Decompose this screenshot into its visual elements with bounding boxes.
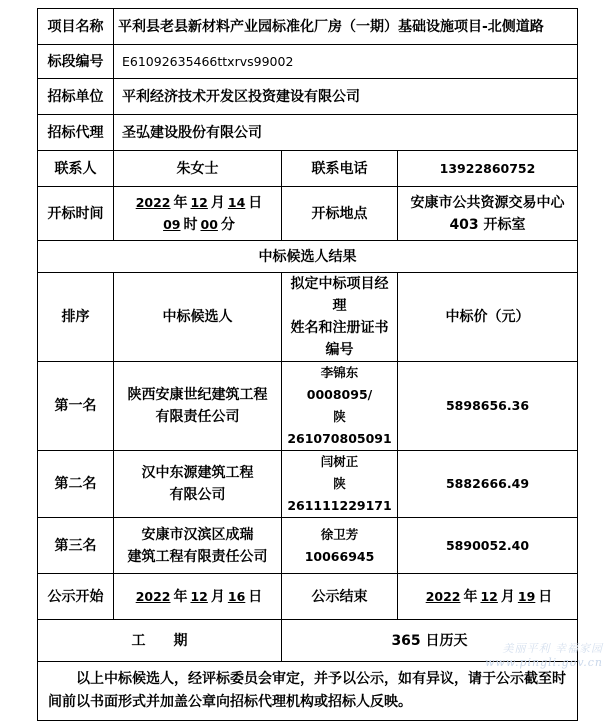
candidate-rank: 第二名 (38, 451, 114, 518)
phone-label: 联系电话 (282, 151, 398, 187)
watermark-url: www.pingli.gov.cn (485, 656, 603, 669)
header-manager: 拟定中标项目经理 姓名和注册证书编号 (282, 273, 398, 362)
watermark (485, 640, 603, 669)
candidate-price: 5882666.49 (398, 451, 578, 518)
candidate-price: 5890052.40 (398, 518, 578, 574)
project-row (38, 9, 578, 45)
opening-year: 2022 (135, 194, 171, 210)
watermark-slogan: 美丽平利 幸福家园 (502, 642, 603, 655)
agent-row (38, 115, 578, 151)
results-title: 中标候选人结果 (38, 241, 578, 273)
header-candidate: 中标候选人 (114, 273, 282, 362)
results-header-row (38, 273, 578, 362)
contact-row (38, 151, 578, 187)
publicity-start-date: 2022 年 12 月 16 日 (114, 574, 282, 620)
opening-minute: 00 (200, 216, 218, 232)
tenderer-label: 招标单位 (38, 79, 114, 115)
results-title-row (38, 241, 578, 273)
notice-row (38, 662, 578, 721)
contact-label: 联系人 (38, 151, 114, 187)
candidate-name: 陕西安康世纪建筑工程 有限责任公司 (114, 362, 282, 451)
section-code: E61092635466ttxrvs99002 (114, 45, 578, 79)
project-label: 项目名称 (38, 9, 114, 45)
opening-time: 2022 年 12 月 14 日 09 时 00 分 (114, 187, 282, 241)
publicity-start-label: 公示开始 (38, 574, 114, 620)
tenderer-name: 平利经济技术开发区投资建设有限公司 (114, 79, 578, 115)
section-label: 标段编号 (38, 45, 114, 79)
opening-row (38, 187, 578, 241)
opening-hour: 09 (163, 216, 181, 232)
bid-result-table (37, 8, 578, 721)
place-label: 开标地点 (282, 187, 398, 241)
opening-label: 开标时间 (38, 187, 114, 241)
candidate-name: 汉中东源建筑工程 有限公司 (114, 451, 282, 518)
header-price: 中标价（元） (398, 273, 578, 362)
agent-label: 招标代理 (38, 115, 114, 151)
contact-phone: 13922860752 (398, 151, 578, 187)
project-name: 平利县老县新材料产业园标准化厂房（一期）基础设施项目-北侧道路 (114, 9, 578, 45)
candidate-rank: 第三名 (38, 518, 114, 574)
opening-place: 安康市公共资源交易中心 403 开标室 (398, 187, 578, 241)
candidate-name: 安康市汉滨区成瑞 建筑工程有限责任公司 (114, 518, 282, 574)
opening-month: 12 (190, 194, 208, 210)
candidate-manager: 闫树正 陕 261111229171 (282, 451, 398, 518)
duration-value: 365 日历天 (282, 620, 578, 662)
opening-day: 14 (227, 194, 246, 210)
agent-name: 圣弘建设股份有限公司 (114, 115, 578, 151)
duration-label: 工 期 (38, 620, 282, 662)
contact-name: 朱女士 (114, 151, 282, 187)
candidate-row (38, 518, 578, 574)
publicity-row (38, 574, 578, 620)
candidate-manager: 李锦东 0008095/ 陕 261070805091 (282, 362, 398, 451)
tenderer-row (38, 79, 578, 115)
section-row (38, 45, 578, 79)
candidate-manager: 徐卫芳 10066945 (282, 518, 398, 574)
candidate-row (38, 451, 578, 518)
publicity-end-label: 公示结束 (282, 574, 398, 620)
publicity-end-date: 2022 年 12 月 19 日 (398, 574, 578, 620)
notice-text: 以上中标候选人，经评标委员会审定，并予以公示，如有异议，请于公示截至时间前以书面形式并加盖公章向招标代理机构或招标人反映。 (38, 662, 578, 721)
candidate-rank: 第一名 (38, 362, 114, 451)
header-rank: 排序 (38, 273, 114, 362)
candidate-price: 5898656.36 (398, 362, 578, 451)
candidate-row (38, 362, 578, 451)
